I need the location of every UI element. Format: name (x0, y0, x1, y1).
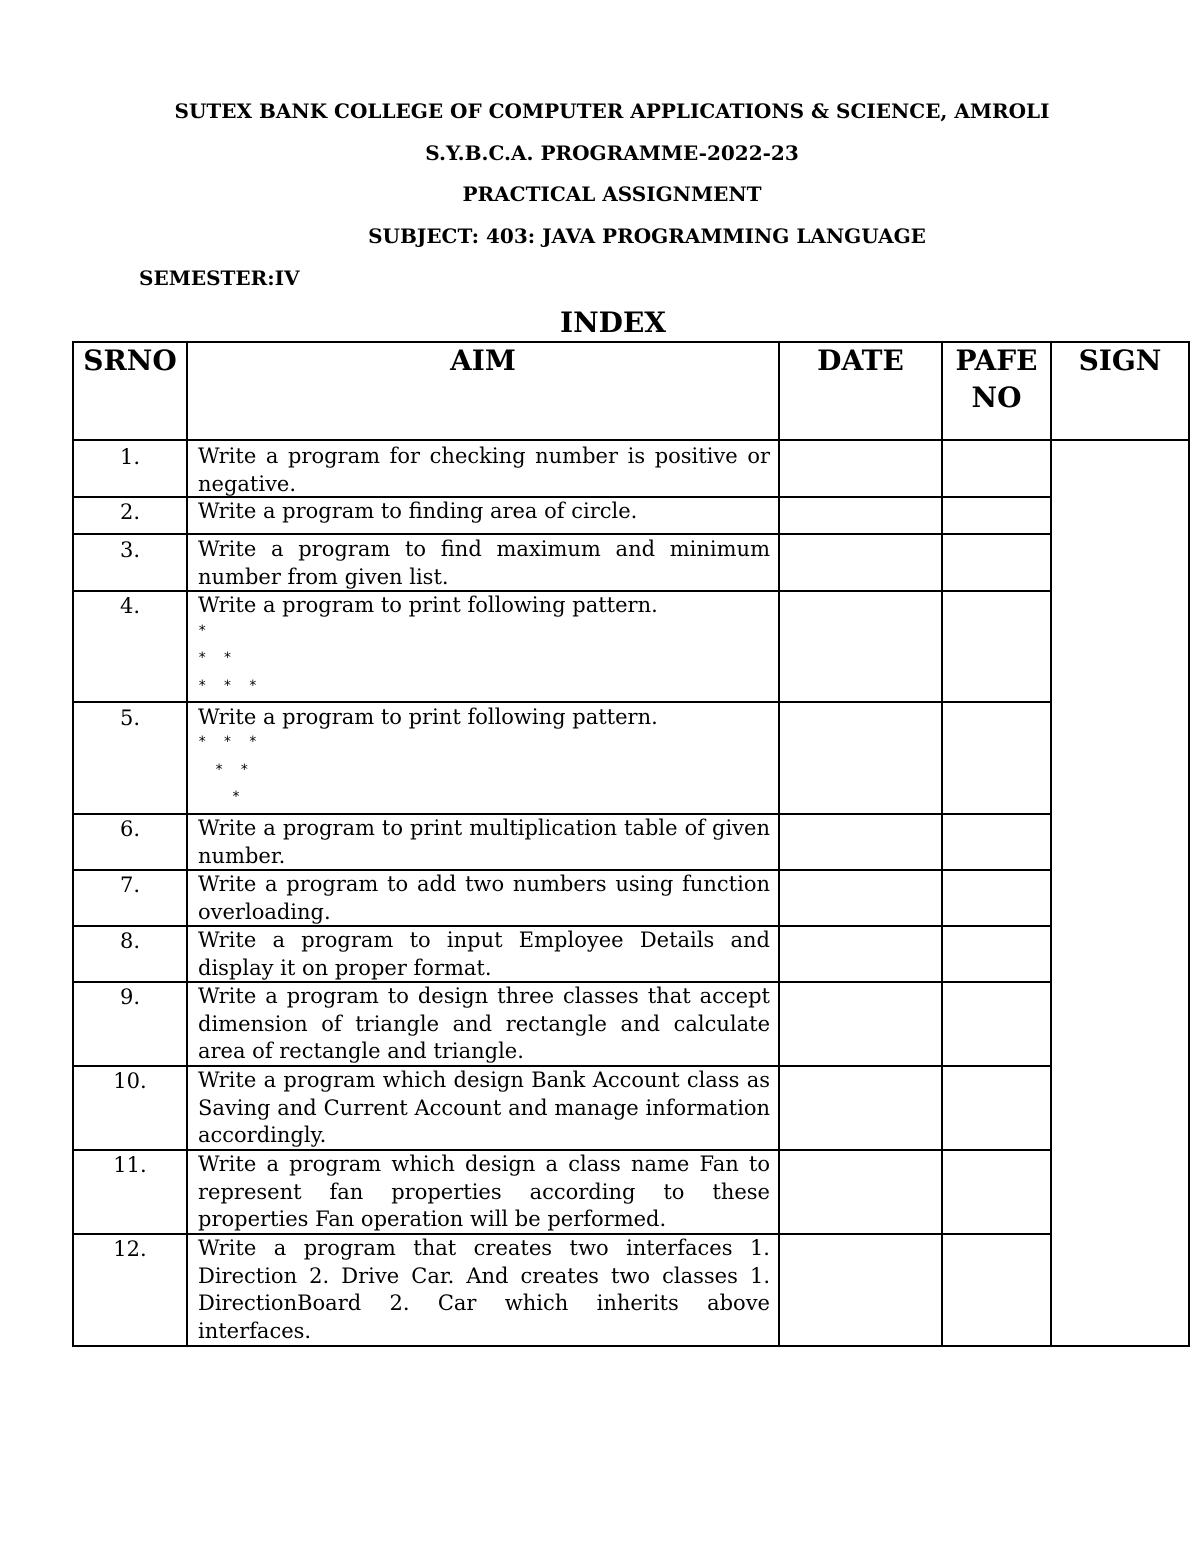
subject-title: SUBJECT: 403: JAVA PROGRAMMING LANGUAGE (368, 224, 926, 248)
row-srno: 8. (119, 929, 141, 953)
table-border-right (1188, 341, 1190, 1347)
table-divider-aim-date (778, 341, 780, 1347)
table-divider-date-page (941, 341, 943, 1347)
pattern-line: * * (198, 650, 232, 666)
row-srno: 6. (119, 817, 141, 841)
table-border-left (72, 341, 74, 1347)
row-aim: Write a program to print following pattern. (198, 705, 658, 729)
row-srno: 5. (119, 706, 141, 730)
row-aim: Write a program which design Bank Account class as Saving and Current Account and manage information accordingly. (198, 1068, 770, 1147)
college-name: SUTEX BANK COLLEGE OF COMPUTER APPLICATIONS & SCIENCE, AMROLI (174, 99, 1050, 123)
pattern-line: * (198, 789, 241, 805)
pattern-line: * * * (198, 734, 258, 750)
table-header-bottom (72, 439, 1190, 441)
table-border-bottom (72, 1345, 1190, 1347)
column-header-srno: SRNO (83, 344, 177, 377)
row-srno: 1. (119, 445, 141, 469)
column-header-aim: AIM (450, 344, 516, 377)
index-title: INDEX (559, 306, 667, 339)
programme-title: S.Y.B.C.A. PROGRAMME-2022-23 (425, 141, 799, 165)
table-divider-page-sign (1050, 341, 1052, 1347)
row-srno: 7. (119, 873, 141, 897)
column-header-page-line1: PAFE (955, 344, 1038, 377)
row-aim: Write a program to print multiplication table of given number. (198, 816, 770, 868)
row-aim: Write a program to design three classes that accept dimension of triangle and rectangle and calculate area of rectangle and triangle. (198, 984, 770, 1063)
row-aim: Write a program which design a class name Fan to represent fan properties according to these properties Fan operation will be performed. (198, 1152, 770, 1231)
row-aim: Write a program to find maximum and minimum number from given list. (198, 537, 770, 589)
row-srno: 11. (113, 1153, 147, 1177)
row-aim: Write a program to add two numbers using function overloading. (198, 872, 770, 924)
row-aim: Write a program to input Employee Details and display it on proper format. (198, 928, 770, 980)
pattern-line: * * * (198, 678, 258, 694)
row-srno: 4. (119, 594, 141, 618)
row-srno: 9. (119, 985, 141, 1009)
row-aim: Write a program to print following pattern. (198, 593, 658, 617)
row-srno: 12. (113, 1237, 147, 1261)
assignment-title: PRACTICAL ASSIGNMENT (462, 182, 762, 206)
column-header-page-line2: NO (971, 381, 1022, 414)
row-aim: Write a program to finding area of circle. (198, 499, 638, 523)
row-srno: 2. (119, 500, 141, 524)
row-aim: Write a program that creates two interfaces 1. Direction 2. Drive Car. And creates two classes 1. DirectionBoard 2. Car which inherits above interfaces. (198, 1236, 770, 1343)
pattern-line: * * (198, 762, 249, 778)
column-header-date: DATE (817, 344, 904, 377)
row-separator (72, 701, 1052, 703)
row-srno: 10. (113, 1069, 147, 1093)
table-divider-srno-aim (186, 341, 188, 1347)
column-header-sign: SIGN (1078, 344, 1162, 377)
row-separator (72, 533, 1052, 535)
pattern-line: * (198, 623, 207, 639)
row-aim: Write a program for checking number is positive or negative. (198, 444, 770, 496)
semester-label: SEMESTER:IV (139, 266, 300, 290)
row-srno: 3. (119, 538, 141, 562)
